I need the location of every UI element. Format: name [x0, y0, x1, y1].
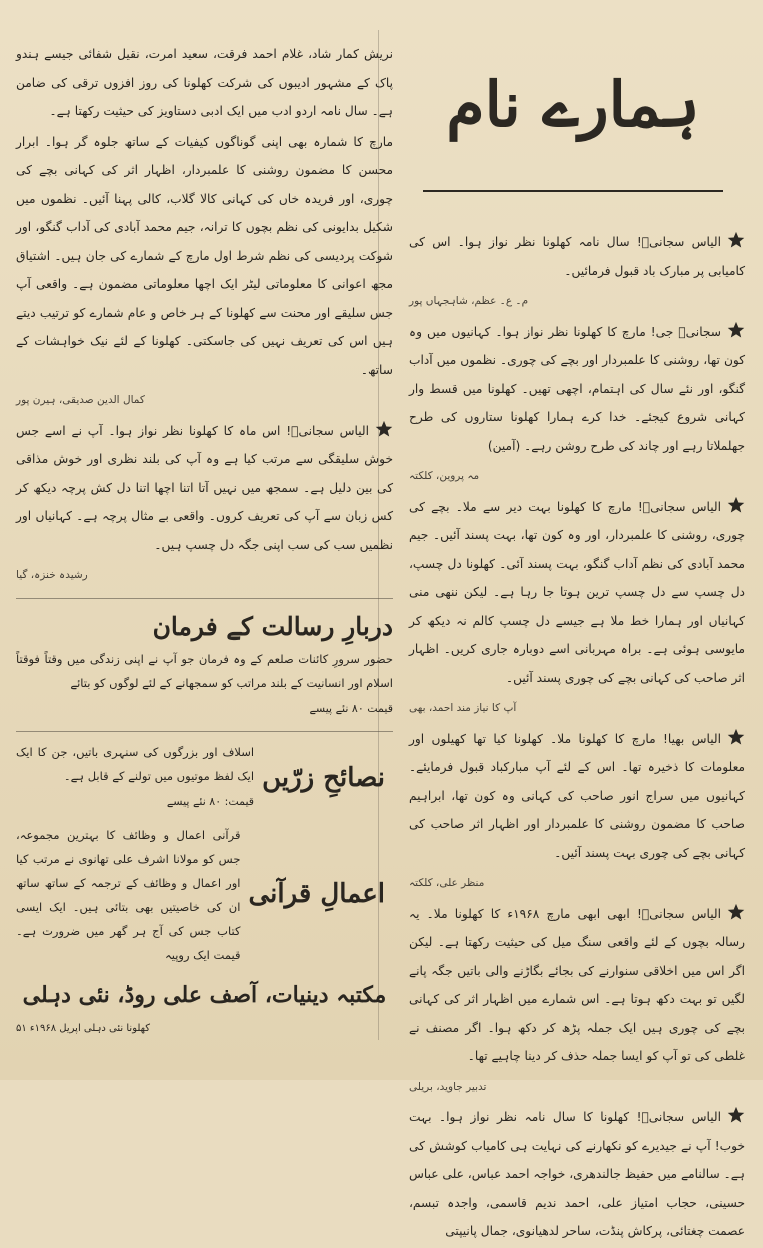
star-icon: [727, 728, 745, 746]
star-icon: [375, 420, 393, 438]
ad-darbar-risalat: [16, 607, 393, 724]
publisher-name: مکتبہ دینیات، آصف علی روڈ، نئی دہلی: [22, 981, 387, 1008]
letter-text: الیاس سجانیؔ! اس ماہ کا کھلونا نظر نواز ہوا۔ آپ نے اسے جس خوش سلیقگی سے مرتب کیا ہے وہ آپ کی بلند نظری اور خوش مذاقی کی بین دلیل ہے۔ سمجھ میں نہیں آتا اتنا اچھا اتنا دل کش پرچہ دیکھ کر کس زبان سے آپ کی تعریف کروں۔ واقعی بے مثال پرچہ ہے۔ کہانیاں اور نظمیں سب کی سب اپنی جگہ دل چسپ ہیں۔: [16, 423, 393, 552]
star-icon: [727, 903, 745, 921]
letter-text: الیاس سجانیؔ! سال نامہ کھلونا نظر نواز ہوا۔ اس کی کامیابی پر مبارک باد قبول فرمائیں۔: [409, 235, 745, 278]
ad-amal-qurani: [16, 823, 393, 967]
letter-paragraph: [409, 1103, 745, 1246]
letter-paragraph: [409, 493, 745, 693]
star-icon: [727, 321, 745, 339]
divider-line: [16, 731, 393, 732]
letter-paragraph: [409, 228, 745, 285]
right-column: [409, 228, 745, 1248]
star-icon: [727, 231, 745, 249]
divider-line: [16, 598, 393, 599]
letter-signature: مہ پروین، کلکتہ: [409, 470, 480, 482]
march-review-paragraph: مارچ کا شمارہ بھی اپنی گوناگوں کیفیات کے ساتھ جلوہ گر ہوا۔ ابرار محسن کا مضمون روشنی کا علمبردار، اظہار اثر کی کہانی بچے کی چوری، اور فریدہ خاں کی کہانی کالا گلاب، کالی پہنا آئیں۔ نظموں میں شکیل بدایونی کی نظم بچوں کا ترانہ، جیم محمد آبادی کی آداب گنگو، اور شوکت پردیسی کی نظم شرط اول مارچ کے شمارے کی جان ہیں۔ اشتیاق مجھ اعوانی کا معلوماتی لیٹر ایک اچھا معلوماتی مضمون ہے۔ واقعی آپ جس سلیقے اور محنت سے کھلونا کے ہر خاص و عام شمارے کو ترتیب دیتے ہیں اس کی تعریف نہیں کی جاسکتی۔ کھلونا کے لئے نیک خواہشات کے ساتھ۔: [16, 134, 393, 377]
star-icon: [727, 1106, 745, 1124]
ad-body: اسلاف اور بزرگوں کی سنہری باتیں، جن کا ایک ایک لفظ موتیوں میں تولنے کے قابل ہے۔: [16, 745, 255, 783]
page-folio: کھلونا نئی دہلی اپریل ۱۹۶۸ء ۵۱: [16, 1023, 151, 1034]
ad-price: قیمت ۸۰ نئے پیسے: [309, 701, 393, 715]
letter-paragraph: [409, 318, 745, 461]
ad-body: حضور سرورِ کائنات صلعم کے وہ فرمان جو آپ نے اپنی زندگی میں وقتاً فوقتاً اسلام اور انسانیت کے بلند مراتب کو سمجھانے کے لئے لوگوں کو بتائے: [16, 651, 393, 690]
letter-signature: منظر علی، کلکتہ: [409, 877, 485, 889]
ad-title: نصائحِ زرّیں: [262, 763, 385, 793]
letter-text: الیاس سجانیؔ! مارچ کا کھلونا بہت دیر سے ملا۔ بچے کی چوری، روشنی کا علمبردار، اور وہ کون تھا، بہت پسند آئیں۔ جیم محمد آبادی کی نظم آداب گنگو، بہت پسند آئی۔ کھلونا دل چسپ، دل چسپ سے دل چسپ ترین ہوتا جا رہا ہے۔ لیکن ننھی منی کہانیاں اور ہمارا خط ملا ہے جیسے دل چسپ کالم نہ دیکھ کر مایوسی ہوئی ہے۔ براہ مہربانی اسے دوبارہ جاری کریں۔ اظہار اثر صاحب کی کہانی بچے کی چوری پسند آئیں۔: [409, 499, 745, 685]
ad-title: اعمالِ قرآنی: [248, 879, 385, 910]
star-icon: [727, 496, 745, 514]
intro-paragraph: نریش کمار شاد، غلام احمد فرقت، سعید امرت، نقیل شفائی جیسے ہندو پاک کے مشہور ادیبوں کی شرکت کھلونا کی روز افزوں ترقی کی ضامن ہے۔ سال نامہ اردو ادب میں ایک ادبی دستاویز کی حیثیت رکھتا ہے۔: [16, 47, 393, 118]
page-title: ہمارے نام: [423, 30, 723, 192]
letter-paragraph: [409, 900, 745, 1071]
ad-price: قیمت: ۸۰ نئے پیسے: [166, 795, 255, 808]
letter-paragraph: [409, 725, 745, 868]
left-column: [16, 40, 393, 1044]
ad-nasaih-zarrin: [16, 740, 393, 817]
letter-paragraph: [16, 417, 393, 560]
letter-signature: رشیدہ خنزہ، گیا: [16, 569, 88, 581]
ad-body: قرآنی اعمال و وظائف کا بہترین مجموعہ، جس کو مولانا اشرف علی تھانوی نے مرتب کیا اور اعمال و وظائف کے ترجمہ کے ساتھ ساتھ ان کی خاصیتیں بھی بتائی ہیں۔ ایک ایسی کتاب جس کی آج ہر گھر میں ضرورت ہے۔ قیمت ایک روپیہ: [16, 827, 241, 962]
letter-signature: کمال الدین صدیقی، ہیرن پور: [16, 394, 145, 406]
letter-text: الیاس سجانیؔ! ابھی ابھی مارچ ۱۹۶۸ء کا کھلونا ملا۔ یہ رسالہ بچوں کے لئے واقعی سنگ میل کی حیثیت رکھتا ہے۔ لیکن اگر اس میں اخلاقی سنوارنے کی بجائے بگاڑنے والی باتیں جگہ پانے لگیں تو بہت دکھ ہوتا ہے۔ اس شمارے میں اظہار اثر کی کہانی بچے کی چوری ہیں ایک جملہ پڑھ کر دکھ ہوا۔ اگر مصنف نے غلطی کی تو آپ کو ایسا جملہ حذف کر دینا چاہیے تھا۔: [409, 906, 745, 1063]
letter-text: الیاس سجانیؔ! کھلونا کا سال نامہ نظر نواز ہوا۔ بہت خوب! آپ نے جیدیرے کو نکھارنے کی نہایت ہی کامیاب کوشش کی ہے۔ سالنامے میں حفیظ جالندھری، خواجہ احمد عباس، علی عباس حسینی، حجاب امتیاز علی، احمد ندیم قاسمی، واجدہ تبسم، عصمت چغتائی، پرکاش پنڈت، ساحر لدھیانوی، جمال پانیپتی: [409, 1110, 745, 1238]
letter-signature: آپ کا نیاز مند احمد، بھی: [409, 702, 517, 714]
letter-signature: م۔ ع۔ عظم، شاہجہاں پور: [409, 295, 529, 307]
letter-signature: تدبیر جاوید، بریلی: [409, 1080, 487, 1093]
letter-text: سجانیؔ جی! مارچ کا کھلونا نظر نواز ہوا۔ کہانیوں میں وہ کون تھا، روشنی کا علمبردار اور بچے کی چوری۔ نظموں میں آداب گنگو، اور نئے سال کی اہتمام، اچھی تھیں۔ کھلونا میں قسط وار کہانی شروع کیجئے۔ خدا کرے ہمارا کھلونا ستاروں کی طرح جھلملاتا رہے اور چاند کی طرح روشن رہے۔ (آمین): [409, 324, 745, 453]
ad-title: دربارِ رسالت کے فرمان: [152, 611, 393, 641]
letter-text: الیاس بھیا! مارچ کا کھلونا ملا۔ کھلونا کیا تھا کھیلوں اور معلومات کا ذخیرہ تھا۔ اس کے لئے آپ مبارکباد قبول فرمایئے۔ کہانیوں میں سراج انور صاحب کی کہانی وہ کون تھا، ابراہیم صاحب کا مضمون روشنی کا علمبردار اور اظہار اثر صاحب کی کہانی بچے کی چوری بہت پسند آئیں۔: [409, 731, 745, 860]
